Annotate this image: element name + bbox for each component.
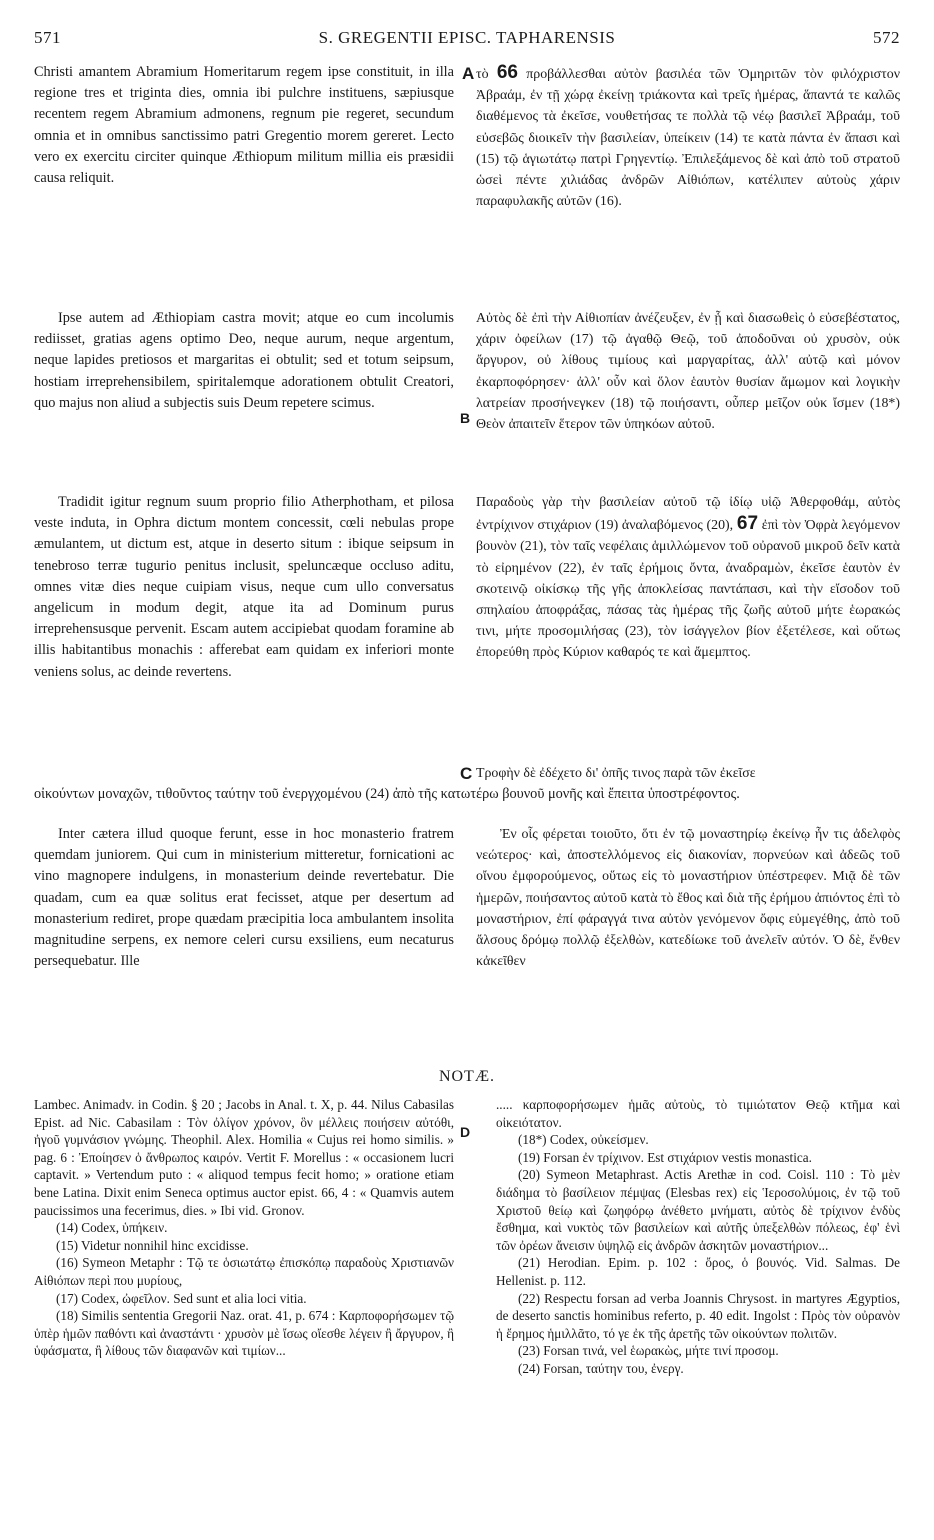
note-entry: (19) Forsan ἐν τρίχινον. Est στιχάριον vestis monastica. (518, 1149, 812, 1165)
greek-paragraph-5: Ἐν οἷς φέρεται τοιοῦτο, ὅτι ἐν τῷ μοναστηρίῳ ἐκείνῳ ἦν τις ἀδελφὸς νεώτερος· καὶ, ἀποστελλόμενος εἰς διακονίαν, πορνεύων καὶ ἀδεῶς τοῦ οἴνου ἐμφορούμενος, οὕτως εἰς τὸ μοναστήριον ὑπέστρεφεν. Μιᾷ δὲ τῶν ἡμερῶν, ποιήσαντος αὐτοῦ κατὰ τὸ ἔθος καὶ διὰ τῆς ἐρήμου ἀπιόντος ἐπὶ τὸ μοναστήριον, ἐπί φάραγγά τινα αὐτὸν γενόμενον ὄφις εὐμεγέθης, ἀπὸ τοῦ ἄλσους δρόμῳ πολλῷ ἐξελθὼν, κατεδίωκε τοῦ ἀνελεῖν αὐτόν. Ὁ δὲ, ἔνθεν κἀκεῖθεν (476, 827, 900, 970)
greek-paragraph-1: τὸ 66 προβάλλεσθαι αὐτὸν βασιλέα τῶν Ὁμηριτῶν τὸν φιλόχριστον Ἀβραάμ, ἐν τῇ χώρᾳ ἐκείνῃ τριάκοντα καὶ τρεῖς ἡμέρας, ἅπαντά τε καλῶς διαθέμενος τὰ ἐκεῖσε, νουθετήσας τε πολλὰ τῷ νέῳ βασιλεῖ Ἀβραάμ, τοῦ εὐσεβῶς διοικεῖν τὴν βασιλείαν, ὑπείκειν (14) τε κατὰ πάντα ἐν ἅπασι καὶ (15) τῷ ἁγιωτάτῳ πατρὶ Γρηγεντίῳ. Ἐπιλεξάμενος δὲ καὶ ἀπὸ τοῦ στρατοῦ ὡσεὶ πέντε χιλιάδας ἀνδρῶν Αἰθιόπων, κατέλιπεν αὐτοὺς χάριν παραφυλακῆς αὐτῶν (16). (476, 62, 900, 210)
note-entry: ..... καρποφορήσωμεν ἡμᾶς αὐτοὺς, τὸ τιμιώτατον Θεῷ κτῆμα καὶ οἰκειότατον. (496, 1097, 900, 1130)
running-title: S. GREGENTII EPISC. TAPHARENSIS (318, 28, 616, 47)
note-entry: (14) Codex, ὑπήκειν. (56, 1220, 168, 1236)
latin-paragraph-1: Christi amantem Abramium Homeritarum regem ipse constituit, in illa regione tres et triginta dies, omnia ibi pulchre instituens, sæpiusque recentem regem Abramium admonens, regnum pie regeret, secundum omnia et in omnibus sanctissimo patri Gregentio morem gereret. Lecto vero ex exercitu circiter quinque Æthiopum militum millia eis præsidii causa reliquit. (34, 64, 454, 187)
column-number-66: 66 (496, 62, 518, 83)
latin-paragraph-3: Tradidit igitur regnum suum proprio filio Atherphotham, et pilosa veste induta, in Ophra dictum montem concessit, cœli nebulas prope æmulantem, ut dictum est, atque in deserto situm : ibique seipsum in tenebroso terræ tugurio penitus inclusit, speluncæque occluso aditu, omnes vitæ dies neque cuipiam visus, neque cum ullo conversatus angelicum in modum degit, atque ita ad Dominum purus irreprehensusque pervenit. Escam autem accipiebat quodam foramine ab illis habitantibus monachis : afferebat eam quidam ex inferiori monte veniens solus, ac deinde revertens. (34, 494, 454, 680)
section-marker-d: D (460, 1124, 471, 1140)
note-entry: (16) Symeon Metaphr : Τῷ τε ὁσιωτάτῳ ἐπισκόπῳ παραδοὺς Χριστιανῶν Αἰθιόπων περὶ που μυρίους, (34, 1255, 454, 1288)
latin-paragraph-4: Inter cætera illud quoque ferunt, esse in hoc monasterio fratrem quemdam juniorem. Qui cum in ministerium mitteretur, fornicationi ac vino magnopere indulgens, in monasterium deinde revertebatur. Die quadam, cum ea quæ solitus erat fecisset, atque per desertum ad monasterium rediret, prope quædam præcipitia loca ambulantem insolita magnitudine serpens, ex nemore celeri cursu exsiliens, eum necaturus persequebatur. Ille (34, 826, 454, 970)
section-marker-a: A (462, 64, 475, 83)
notes-right-column (496, 1096, 900, 1378)
note-entry: (17) Codex, ὠφεῖλον. Sed sunt et alia loci vitia. (56, 1290, 307, 1306)
note-entry: (18*) Codex, οὐκείσμεν. (518, 1132, 649, 1148)
greek-paragraph-3: Παραδοὺς γὰρ τὴν βασιλείαν αὐτοῦ τῷ ἰδίῳ υἱῷ Ἀθερφοθάμ, αὐτὸς ἐντρίχινον στιχάριον (19) ἀναλαβόμενος (20), 67 ἐπὶ τὸν Ὀφρὰ λεγόμενον βουνὸν (21), τὸν ταῖς νεφέλαις ἁμιλλώμενον τοῦ οὐρανοῦ μικροῦ δεῖν κατὰ τὸ εἰρημένον (22), ἐν ταῖς ἐρήμοις ὄντα, ἀναδραμὼν, ἐκεῖσε ἑαυτὸν ἐν σκοτεινῷ οἰκίσκῳ τῆς γῆς ἀποκλείσας παντάπασι, καὶ τὴν εἴσοδον τοῦ σπηλαίου ἀποφράξας, πάσας τὰς ἡμέρας τῆς ζωῆς αὐτοῦ μήτε ἑωρακώς τινι, μήτε προσομιλήσας (23), τὸν ἰσάγγελον βίον ἐξετέλεσε, καὶ οὕτως ἐπορεύθη πρὸς Κύριον καθαρός τε καὶ ἄμεμπτος. (476, 495, 900, 661)
note-entry: (24) Forsan, ταύτην του, ἐνεργ. (518, 1360, 684, 1376)
note-entry: (22) Respectu forsan ad verba Joannis Chrysost. in martyres Ægyptios, de deserto sanctis hominibus referto, p. 40 edit. Ingolst : Πρὸς τὸν οὐρανὸν ἡ ἔρημος ἡμιλλᾶτο, τό γε ἐκ τῆς ἀρετῆς τῶν οἰκούντων πολιτῶν. (496, 1290, 900, 1341)
greek-paragraph-2: Αὐτὸς δὲ ἐπὶ τὴν Αἰθιοπίαν ἀνέζευξεν, ἐν ᾗ καὶ διασωθεὶς ὁ εὐσεβέστατος, χάριν ὀφείλων (17) τῷ ἀγαθῷ Θεῷ, τοῦ ἀποδοῦναι οὐ χρυσὸν, οὐκ ἄργυρον, οὐ λίθους τιμίους καὶ μαργαρίτας, ἀλλ' αὐτῷ καὶ μόνον ἐκαρποφόρησεν· ἀλλ' οὖν καὶ ὅλον ἑαυτὸν θυσίαν ἄμωμον καὶ λογικὴν λατρείαν προσήνεγκεν (18) τῷ ποιήσαντι, οὗπερ μεῖζον οὐκ ἴσμεν (18*) Θεὸν ἀπαιτεῖν ἕτερον τῶν ὑπηκόων αὐτοῦ. (476, 311, 900, 433)
section-marker-b: B (460, 410, 471, 426)
note-entry: (23) Forsan τινά, vel ἑωρακὼς, μήτε τινί προσομ. (518, 1343, 779, 1359)
fullwidth-greek-line: οἰκούντων μοναχῶν, τιθοῦντος ταύτην τοῦ ἐνεργχομένου (24) ἀπὸ τῆς κατωτέρω βουνοῦ μονῆς καὶ ἔπειτα ὑποστρέφοντος. (34, 786, 740, 802)
note-entry: (20) Symeon Metaphrast. Actis Arethæ in cod. Coisl. 110 : Τὸ μὲν διάδημα τὸ βασίλειον πέμψας (Elesbas rex) εἰς Ἱεροσολύμοις, ἐν τῷ τοῦ Χριστοῦ θείῳ καὶ ζωηφόρῳ ἀνέθετο μνήματι, αὐτὸς δὲ τρίχινον ἐνδὺς ἔσθημα, καὶ νυκτὸς τῶν βασιλείων καὶ αὐτῆς ὑπεξελθὼν πόλεως, ἐφ' ἑνὶ τῶν ὀρέων ἄνεισιν ὑψηλῷ εἰς ἀνδρῶν ἀσκητῶν μοναστήριον... (496, 1167, 900, 1253)
greek-paragraph-4: Τροφὴν δὲ ἐδέχετο δι' ὀπῆς τινος παρὰ τῶν ἐκεῖσε (476, 766, 756, 781)
column-number-67: 67 (736, 513, 759, 535)
notae-heading: NOTÆ. (438, 1068, 496, 1085)
note-entry: (18) Similis sententia Gregorii Naz. orat. 41, p. 674 : Καρποφορήσωμεν τῷ ὑπὲρ ἡμῶν παθόντι καὶ ἀναστάντι · χρυσὸν μὲ ἴσως οἴεσθε λέγειν ἢ ἄργυρον, ἢ ὑφάσματα, ἢ λίθους τῶν διαφανῶν καὶ τιμίων... (34, 1308, 454, 1359)
right-page-number: 572 (873, 28, 900, 47)
notes-left-column (34, 1096, 454, 1360)
note-entry: (15) Videtur nonnihil hinc excidisse. (56, 1237, 249, 1253)
note-entry: (21) Herodian. Epim. p. 102 : ὄρος, ὁ βουνός. Vid. Salmas. De Hellenist. p. 112. (496, 1255, 900, 1288)
latin-paragraph-2: Ipse autem ad Æthiopiam castra movit; atque eo cum incolumis rediisset, gratias agens optimo Deo, neque aurum, neque argentum, neque lapides pretiosos et margaritas ei obtulit; sed et totum seipsum, hostiam irreprehensibilem, spiritalemque adorationem obtulit Creatori, quo majus non aliud a subjectis suis Deum repetere scimus. (34, 310, 454, 411)
left-page-number: 571 (34, 28, 61, 47)
note-entry: Lambec. Animadv. in Codin. § 20 ; Jacobs in Anal. t. X, p. 44. Nilus Cabasilas Epist. ad Nic. Cabasilam : Τὸν ὀλίγον χρόνον, ὃν μέλλεις ποιήσειν αὐτόθι, ἠγοῦ γυμνάσιον γνώμης. Theophil. Alex. Homilia « Cujus rei homo similis. » pag. 6 : Ἐποίησεν ὁ ἄνθρωπος καιρόν. Vertit F. Morellus : « occasionem lucri captavit. » Vertendum puto : « aliquod tempus fecit homo; » oratione etiam bene Latina. Dixit enim Seneca optimus auctor epist. 66, 4 : « Quamvis autem paucissimos una fecerimus, dies. » Ibi vid. Gronov. (34, 1097, 454, 1218)
section-marker-c: C (460, 764, 473, 783)
